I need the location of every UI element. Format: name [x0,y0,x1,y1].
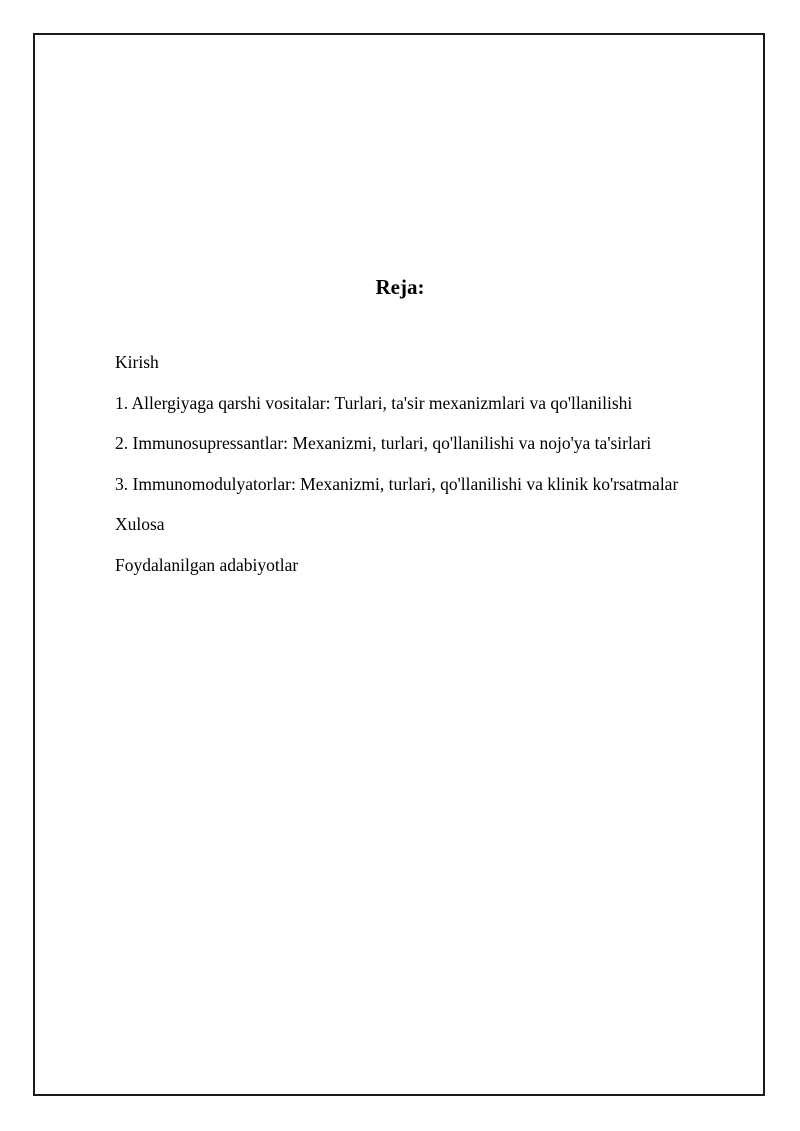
page-title: Reja: [375,275,425,299]
toc-item-references: Foydalanilgan adabiyotlar [115,554,299,575]
toc-item-introduction: Kirish [115,352,159,372]
toc-item-conclusion: Xulosa [115,514,165,534]
toc-item-chapter-3: 3. Immunomodulyatorlar: Mexanizmi, turlari, qo'llanilishi va klinik ko'rsatmalar [115,473,679,494]
toc-item-chapter-2: 2. Immunosupressantlar: Mexanizmi, turlari, qo'llanilishi va nojo'ya ta'sirlari [115,433,652,453]
table-of-contents [115,350,678,593]
toc-item-chapter-1: 1. Allergiyaga qarshi vositalar: Turlari, ta'sir mexanizmlari va qo'llanilishi [115,392,633,413]
